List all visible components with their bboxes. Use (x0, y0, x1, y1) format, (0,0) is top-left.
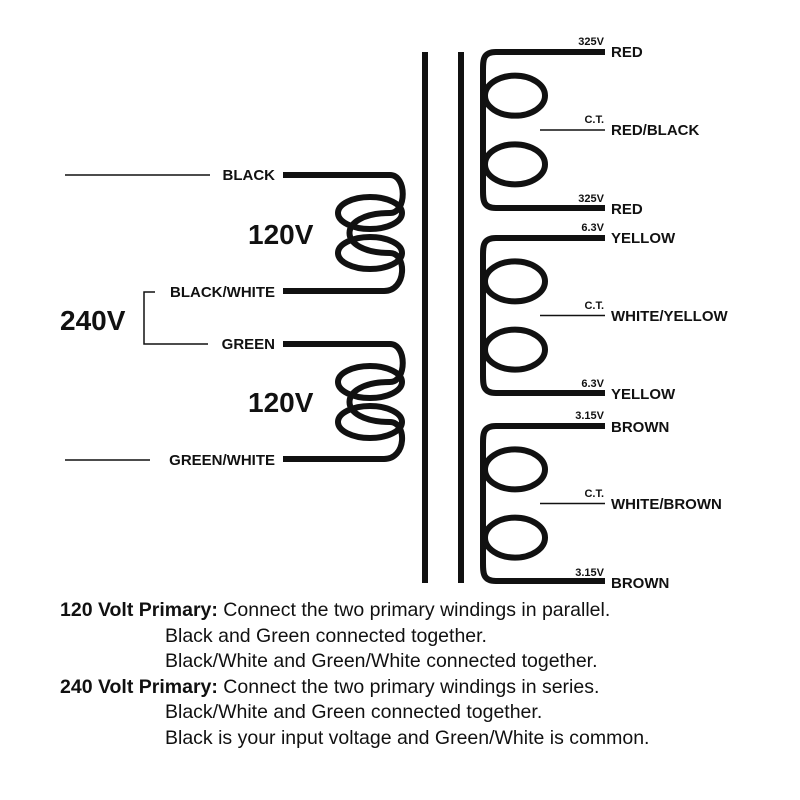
secondary-winding-3v15-heater (483, 426, 605, 581)
wire-label-brown-bottom: BROWN (611, 575, 670, 592)
note-240v-line2: Black/White and Green connected together. (165, 701, 543, 723)
tap-label-6v3-center: C.T. (584, 300, 604, 312)
note-120v-text: Connect the two primary windings in parallel. (217, 599, 611, 621)
wire-label-yellow-bottom: YELLOW (611, 386, 676, 403)
lower-winding-voltage: 120V (248, 387, 314, 418)
wire-label-green: GREEN (221, 336, 275, 353)
wire-label-yellow-top: YELLOW (611, 230, 676, 247)
wire-label-white-yellow: WHITE/YELLOW (611, 308, 728, 325)
note-240v-text: Connect the two primary windings in series. (217, 675, 600, 698)
note-240v-heading: 240 Volt Primary: (60, 675, 218, 698)
tap-label-3v15-center: C.T. (584, 488, 604, 500)
tap-label-hv-top: 325V (578, 36, 604, 48)
secondary-winding-6v3-heater (483, 238, 605, 393)
wire-label-red-top: RED (611, 44, 643, 61)
wire-label-red-bottom: RED (611, 201, 643, 218)
wire-label-brown-top: BROWN (611, 419, 670, 436)
note-120v-line3: Black/White and Green/White connected together. (165, 650, 598, 672)
transformer-core (425, 52, 461, 583)
note-120v-line2: Black and Green connected together. (165, 624, 487, 647)
tap-label-3v15-bottom: 3.15V (575, 567, 604, 579)
note-240v-primary (60, 675, 790, 701)
upper-winding-voltage: 120V (248, 219, 314, 250)
tap-label-hv-center: C.T. (584, 114, 604, 126)
tap-label-3v15-top: 3.15V (575, 410, 604, 422)
note-240v-line3: Black is your input voltage and Green/White is common. (165, 726, 650, 749)
wire-label-black: BLACK (222, 167, 275, 184)
wire-label-green-white: GREEN/WHITE (169, 452, 275, 469)
series-voltage: 240V (60, 305, 126, 336)
wire-label-white-brown: WHITE/BROWN (611, 496, 722, 513)
wiring-notes (60, 598, 790, 751)
note-120v-heading: 120 Volt Primary: (60, 599, 218, 621)
tap-label-6v3-bottom: 6.3V (581, 378, 604, 390)
tap-label-hv-bottom: 325V (578, 193, 604, 205)
tap-label-6v3-top: 6.3V (581, 222, 604, 234)
wire-label-black-white: BLACK/WHITE (170, 284, 275, 301)
wire-label-red-black: RED/BLACK (611, 122, 700, 139)
secondary-winding-high-voltage (483, 52, 605, 208)
note-120v-primary (60, 598, 790, 624)
